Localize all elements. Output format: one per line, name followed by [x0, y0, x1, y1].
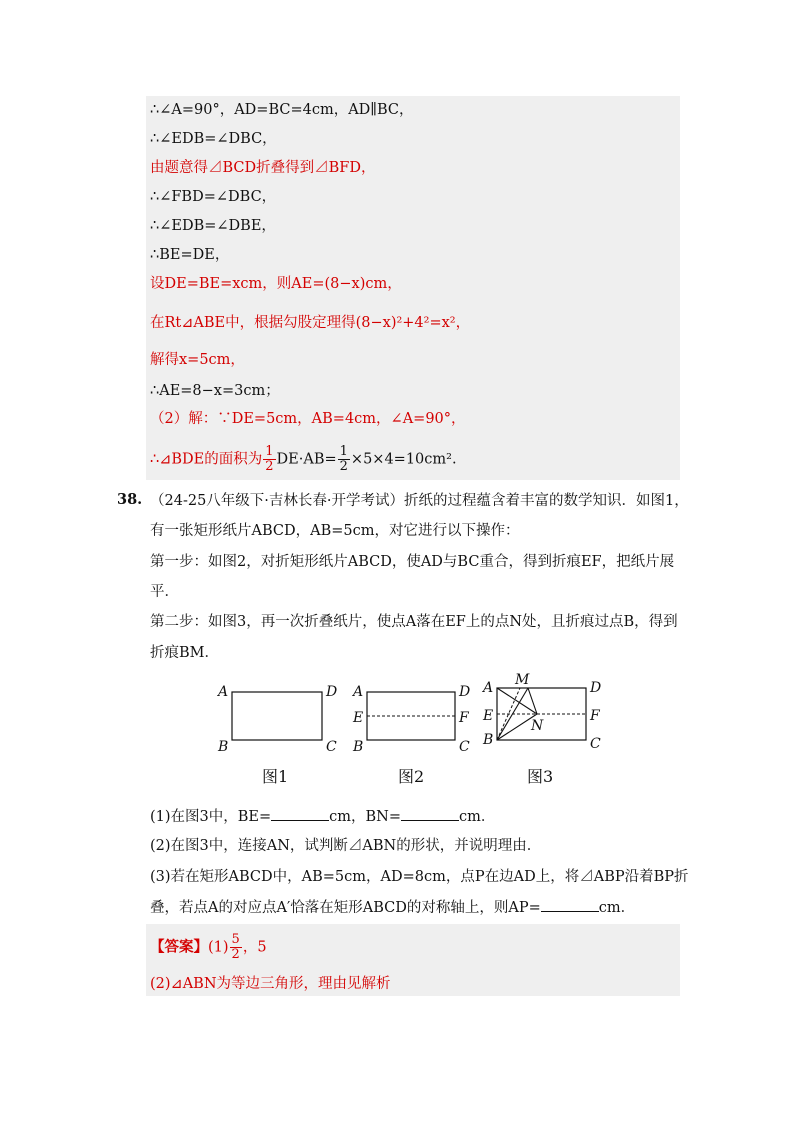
solution-line-4: ∴∠FBD=∠DBC， — [150, 189, 277, 205]
fig3-label-a: A — [483, 680, 494, 696]
fig1-caption: 图1 — [262, 767, 289, 786]
question-line-6: 折痕BM． — [150, 645, 220, 661]
answer-blank-be[interactable] — [271, 806, 329, 821]
fig3-segment-mn — [528, 688, 537, 714]
frac-num: 1 — [265, 444, 274, 459]
solution-line-11: （2）解：∵DE=5cm，AB=4cm，∠A=90°， — [150, 411, 466, 427]
solution-line-2: ∴∠EDB=∠DBC， — [150, 131, 277, 147]
frac-den: 2 — [339, 459, 348, 474]
q3-text-b: cm． — [598, 900, 636, 916]
solution-line-9: 解得x=5cm， — [150, 352, 245, 368]
fig3-caption: 图3 — [527, 767, 554, 786]
frac-den: 2 — [231, 947, 240, 962]
area-prefix: ∴⊿BDE的面积为 — [150, 451, 263, 468]
answer-fraction — [230, 933, 242, 962]
answer-line-2: (2)⊿ABN为等边三角形，理由见解析 — [150, 976, 391, 992]
question-line-5: 第二步：如图3，再一次折叠纸片，使点A落在EF上的点N处，且折痕过点B，得到 — [150, 614, 678, 630]
fig2-label-d: D — [459, 684, 471, 700]
fig3-label-b: B — [483, 732, 494, 748]
frac-num: 5 — [231, 932, 240, 947]
answer-line-1 — [150, 933, 267, 962]
sub-question-3-line-1: (3)若在矩形ABCD中，AB=5cm，AD=8cm，点P在边AD上，将⊿ABP沿着BP折 — [150, 869, 689, 885]
fig2-label-b: B — [353, 739, 364, 755]
fig2-label-e: E — [353, 710, 364, 726]
fig2-rectangle — [367, 692, 455, 740]
fig1-label-c: C — [326, 739, 337, 755]
fig3-label-n: N — [531, 718, 544, 734]
solution-line-7: 设DE=BE=xcm，则AE=(8−x)cm， — [150, 276, 402, 292]
figure-2 — [351, 684, 470, 755]
fig3-label-m: M — [515, 672, 530, 688]
solution-line-10: ∴AE=8−x=3cm； — [150, 383, 280, 399]
fig2-label-f: F — [459, 710, 469, 726]
answer-blank-ap[interactable] — [541, 897, 599, 912]
answer-1-suffix: ，5 — [242, 939, 267, 956]
solution-line-5: ∴∠EDB=∠DBE， — [150, 218, 276, 234]
fig2-caption: 图2 — [398, 767, 425, 786]
frac-den: 2 — [265, 459, 274, 474]
q1-text-a: (1)在图3中，BE= — [150, 809, 272, 825]
fig1-label-b: B — [218, 739, 229, 755]
answer-blank-bn[interactable] — [401, 806, 459, 821]
question-line-2: 有一张矩形纸片ABCD，AB=5cm，对它进行以下操作： — [150, 523, 520, 539]
solution-line-6: ∴BE=DE， — [150, 247, 230, 263]
fig3-label-f: F — [590, 708, 600, 724]
q1-text-c: cm． — [459, 809, 496, 825]
solution-line-3: 由题意得⊿BCD折叠得到⊿BFD， — [150, 160, 376, 176]
figure-1 — [216, 684, 337, 755]
q3-text-a: 叠，若点A的对应点A′恰落在矩形ABCD的对称轴上，则AP= — [150, 900, 541, 916]
fig2-label-a: A — [353, 684, 364, 700]
answer-1-prefix: (1) — [208, 939, 229, 956]
area-mid: DE·AB= — [276, 451, 337, 468]
solution-line-1: ∴∠A=90°，AD=BC=4cm，AD∥BC， — [150, 102, 414, 118]
question-line-1: （24-25八年级下·吉林长春·开学考试）折纸的过程蕴含着丰富的数学知识．如图1， — [150, 493, 689, 509]
sub-question-3-line-2 — [150, 897, 635, 918]
fig1-rectangle — [232, 692, 322, 740]
figure-3 — [481, 672, 601, 752]
fig2-label-c: C — [459, 739, 470, 755]
question-number: 38. — [117, 491, 143, 508]
fig3-label-e: E — [483, 708, 494, 724]
solution-line-8: 在Rt⊿ABE中，根据勾股定理得(8−x)²+4²=x²， — [150, 315, 471, 331]
question-line-4: 平． — [150, 584, 179, 600]
fig3-label-c: C — [590, 736, 601, 752]
sub-question-2: (2)在图3中，连接AN，试判断⊿ABN的形状，并说明理由． — [150, 838, 542, 854]
sub-question-1 — [150, 806, 495, 827]
question-line-3: 第一步：如图2，对折矩形纸片ABCD，使AD与BC重合，得到折痕EF，把纸片展 — [150, 554, 675, 570]
q1-text-b: cm，BN= — [329, 809, 402, 825]
fig3-label-d: D — [590, 680, 602, 696]
frac-num: 1 — [339, 444, 348, 459]
fig1-label-d: D — [326, 684, 338, 700]
area-suffix: ×5×4=10cm². — [350, 451, 457, 468]
fig1-label-a: A — [218, 684, 229, 700]
fig3-segment-an — [497, 688, 537, 714]
answer-tag: 【答案】 — [150, 938, 208, 956]
